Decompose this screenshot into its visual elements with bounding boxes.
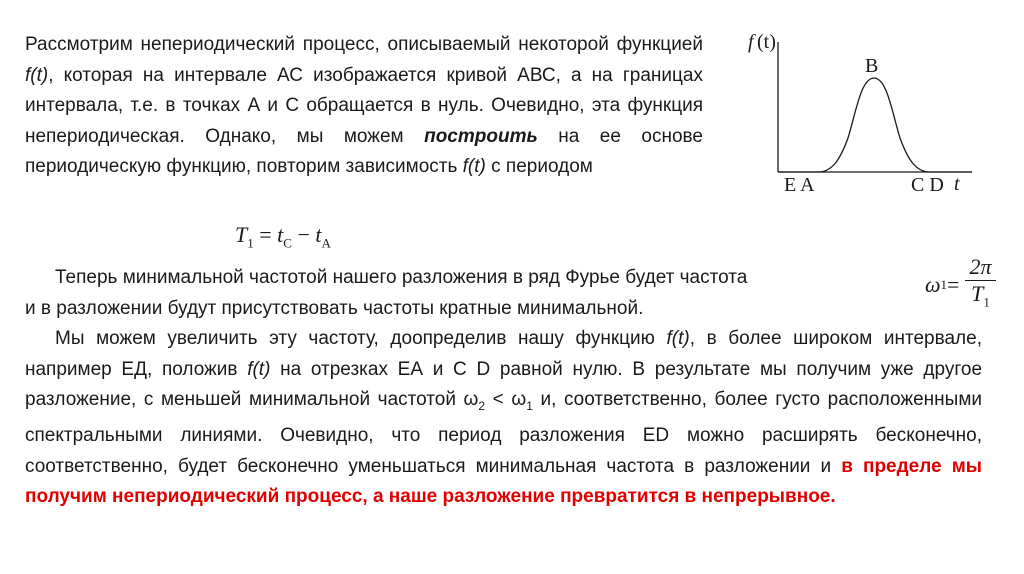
p3-text-3: на отрезках ЕА и С D равной нулю. В результате мы получим уже другое разложение, с меньшей минимальной частотой <box>25 358 983 410</box>
peak-label-b: B <box>865 55 879 77</box>
omega-eq: = <box>947 271 960 297</box>
labels-e-a: E A <box>784 174 815 196</box>
p2-line2: и в разложении будут присутствовать частоты кратные минимальной. <box>25 297 644 319</box>
less-than: < <box>485 389 512 410</box>
p3-func-ft-2: f(t) <box>247 358 271 380</box>
intro-text-3: на ее основе периодическую функцию, повторим зависимость <box>25 125 703 177</box>
y-axis-label-f: f <box>748 31 754 53</box>
x-axis-label: t <box>954 173 960 195</box>
formula-tC-sub: C <box>283 235 292 251</box>
func-ft-2: f(t) <box>462 156 486 177</box>
func-ft: f(t) <box>25 64 49 86</box>
intro-text-1: Рассмотрим непериодический процесс, описываемый некоторой функцией <box>25 34 703 55</box>
y-axis-label-t: (t) <box>757 31 776 53</box>
intro-text-4: с периодом <box>485 156 593 177</box>
p2-line1: Теперь минимальной частотой нашего разложения в ряд Фурье будет частота <box>55 267 748 288</box>
omega-2-sub: 2 <box>478 398 486 413</box>
omega-sub: 1 <box>940 276 948 292</box>
omega-2: ω <box>463 389 479 410</box>
paragraph-intro <box>25 30 703 183</box>
denominator-T: T <box>971 281 984 306</box>
formula-minus: − <box>291 222 316 247</box>
formula-omega <box>925 254 996 315</box>
omega-fraction <box>965 254 995 315</box>
formula-period <box>235 222 331 251</box>
emphasis-construct: построить <box>424 125 538 147</box>
formula-tC: t <box>277 222 284 247</box>
fraction-numerator: 2π <box>965 254 995 281</box>
labels-c-d: C D <box>911 174 944 196</box>
curve-abc <box>778 78 972 172</box>
function-graph <box>740 28 980 198</box>
p3-text-2: , в более широком интервале, например ЕД, положив <box>25 328 982 380</box>
paragraph-min-frequency <box>25 263 905 324</box>
formula-eq: = <box>253 222 278 247</box>
fraction-denominator <box>971 281 990 315</box>
intro-text-2: , которая на интервале АС изображается кривой АВС, а на границах интервала, т.е. в точках А и С обращается в нуль. Очевидно, эта функция непериодическая. Однако, мы можем <box>25 64 703 147</box>
denominator-sub: 1 <box>983 294 990 310</box>
omega-symbol: ω <box>925 271 941 297</box>
conclusion-highlight: в пределе мы получим непериодический процесс, а наше разложение превратится в непрерывное. <box>25 455 982 508</box>
formula-T-sub: 1 <box>247 235 254 251</box>
omega-1: ω <box>511 389 527 410</box>
formula-tA: t <box>315 222 322 247</box>
paragraph-extension <box>25 324 982 513</box>
p3-text-4: и, соответственно, более густо расположенными спектральными линиями. Очевидно, что период разложения ЕD можно расширять бесконечно, соответственно, будет бесконечно уменьшаться минимальная частота в разложении и <box>25 389 982 477</box>
formula-tA-sub: A <box>321 235 331 251</box>
omega-1-sub: 1 <box>526 398 533 413</box>
formula-T: T <box>235 222 248 247</box>
p3-func-ft: f(t) <box>666 328 690 349</box>
p3-text-1: Мы можем увеличить эту частоту, доопределив нашу функцию <box>55 328 667 349</box>
